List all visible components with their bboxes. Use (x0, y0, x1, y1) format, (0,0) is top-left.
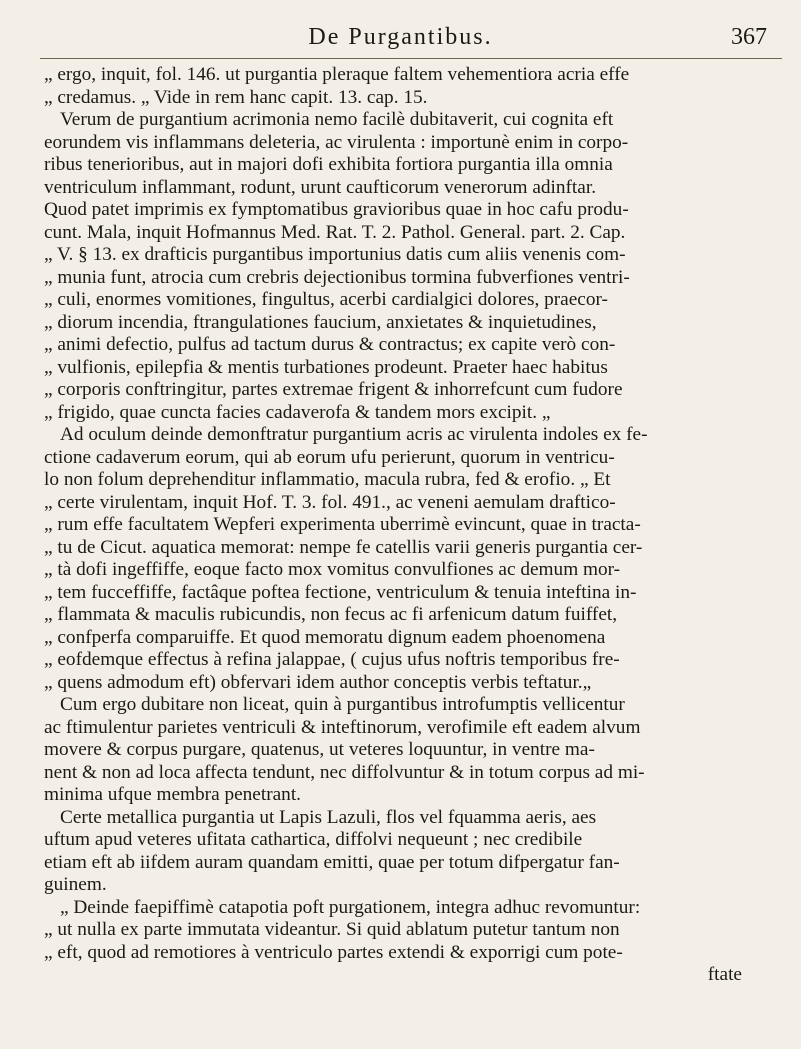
text-line: „ animi defectio, pulfus ad tactum durus & contractus; ex capite verò con- (44, 334, 616, 355)
text-line: ventriculum inflammant, rodunt, urunt caufticorum venerorum adinftar. (44, 176, 597, 198)
text-line: „ corporis conftringitur, partes extremae frigent & inhorrefcunt cum fudore (44, 379, 623, 400)
running-header (0, 22, 801, 54)
text-line: „ certe virulentam, inquit Hof. T. 3. fol. 491., ac veneni aemulam draftico- (44, 491, 616, 513)
text-line: „ diorum incendia, ftrangulationes faucium, anxietates & inquietudines, (44, 311, 597, 333)
text-line: „ eofdemque effectus à refina jalappae, ( cujus ufus noftris temporibus fre- (44, 649, 620, 670)
text-line: „ culi, enormes vomitiones, fingultus, acerbi cardialgici dolores, praecor- (44, 289, 608, 310)
running-title: De Purgantibus. (308, 24, 493, 50)
text-line: „ flammata & maculis rubicundis, non fecus ac fi arfenicum datum fuiffet, (44, 604, 618, 625)
text-line: „ munia funt, atrocia cum crebris dejectionibus tormina fubverfiones ventri- (44, 266, 630, 288)
text-line: guinem. (44, 874, 107, 895)
text-line: Quod patet imprimis ex fymptomatibus gravioribus quae in hoc cafu produ- (44, 199, 629, 220)
text-line: ac ftimulentur parietes ventriculi & inteftinorum, verofimile eft eadem alvum (44, 716, 641, 738)
text-line: nent & non ad loca affecta tendunt, nec diffolvuntur & in totum corpus ad mi- (44, 761, 645, 783)
text-line: etiam eft ab iifdem auram quandam emitti, quae per totum difpergatur fan- (44, 851, 620, 873)
text-line: „ vulfionis, epilepfia & mentis turbationes prodeunt. Praeter haec habitus (44, 356, 608, 378)
text-line: uftum apud veteres ufitata cathartica, diffolvi nequeunt ; nec credibile (44, 829, 583, 850)
text-line: ctione cadaverum eorum, qui ab eorum ufu perierunt, quorum in ventricu- (44, 446, 615, 468)
text-line: „ Deinde faepiffimè catapotia poft purgationem, integra adhuc revomuntur: (60, 896, 641, 918)
text-line: „ tem fucceffiffe, factâque poftea fectione, ventriculum & tenuia inteftina in- (44, 581, 637, 603)
body-text (44, 64, 772, 987)
page-number: 367 (731, 24, 767, 50)
text-line: „ rum effe facultatem Wepferi experimenta uberrimè evincunt, quae in tracta- (44, 514, 641, 535)
text-line: ribus tenerioribus, aut in majori dofi exhibita fortiora purgantia illa omnia (44, 154, 613, 175)
text-line: „ V. § 13. ex drafticis purgantibus importunius datis cum aliis venenis com- (44, 244, 626, 265)
text-line: cunt. Mala, inquit Hofmannus Med. Rat. T. 2. Pathol. General. part. 2. Cap. (44, 221, 626, 243)
text-line: „ confperfa comparuiffe. Et quod memoratu dignum eadem phoenomena (44, 626, 606, 648)
text-line: Certe metallica purgantia ut Lapis Lazuli, flos vel fquamma aeris, aes (60, 806, 597, 828)
text-line: „ eft, quod ad remotiores à ventriculo partes extendi & exporrigi cum pote- (44, 941, 623, 963)
text-line: Verum de purgantium acrimonia nemo facilè dubitaverit, cui cognita eft (60, 109, 614, 130)
text-line: lo non folum deprehenditur inflammatio, macula rubra, fed & erofio. „ Et (44, 469, 611, 490)
text-line: Cum ergo dubitare non liceat, quin à purgantibus introfumptis vellicentur (60, 694, 625, 715)
text-line: eorundem vis inflammans deleteria, ac virulenta : importunè enim in corpo- (44, 131, 629, 153)
text-line: ftate (707, 964, 742, 985)
text-line: „ tu de Cicut. aquatica memorat: nempe fe catellis varii generis purgantia cer- (44, 536, 643, 558)
text-line: minima ufque membra penetrant. (44, 784, 301, 805)
text-line: „ frigido, quae cuncta facies cadaverofa & tandem mors excipit. „ (44, 401, 551, 423)
text-line: „ ut nulla ex parte immutata videantur. Si quid ablatum putetur tantum non (44, 919, 620, 940)
text-line: Ad oculum deinde demonftratur purgantium acris ac virulenta indoles ex fe- (60, 424, 648, 445)
header-rule (40, 58, 782, 59)
text-line: „ quens admodum eft) obfervari idem author conceptis verbis teftatur.„ (44, 671, 592, 693)
text-line: „ tà dofi ingeffiffe, eoque facto mox vomitus convulfiones ac demum mor- (44, 559, 621, 580)
text-line: „ ergo, inquit, fol. 146. ut purgantia pleraque faltem vehementiora acria effe (44, 64, 630, 85)
text-line: „ credamus. „ Vide in rem hanc capit. 13. cap. 15. (44, 86, 428, 108)
text-line: movere & corpus purgare, quatenus, ut veteres loquuntur, in ventre ma- (44, 739, 595, 760)
